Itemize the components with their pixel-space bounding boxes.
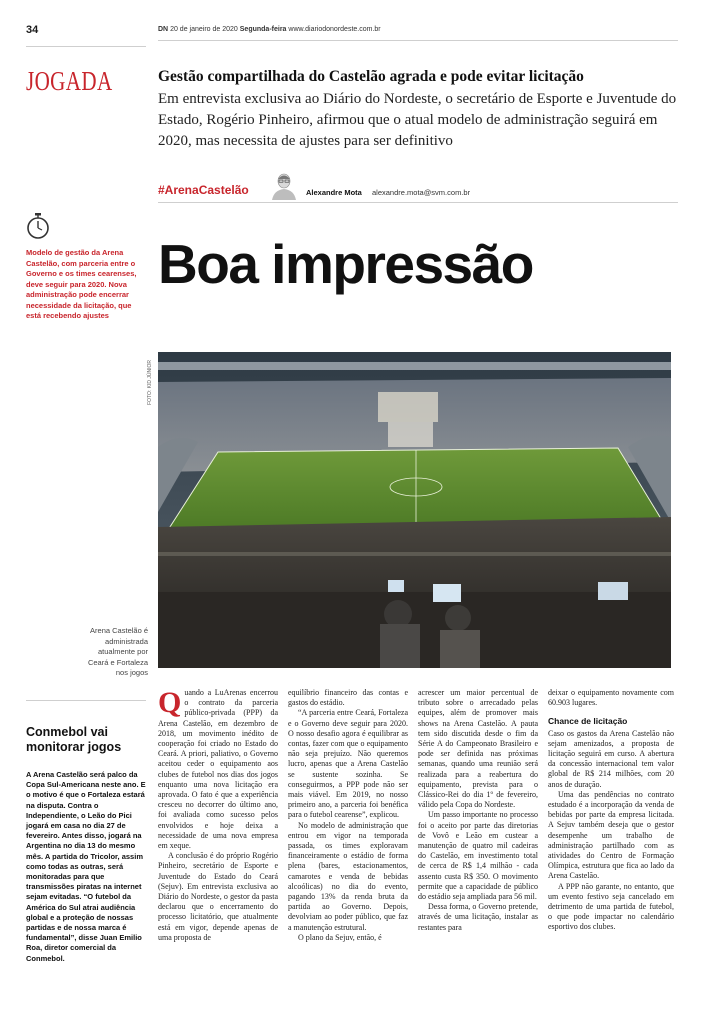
kicker-deck: Em entrevista exclusiva ao Diário do Nordeste, o secretário de Esporte e Juventude do Estado, Rogério Pinheiro, afirmou que o atual modelo de administração seguirá em 2020, mas necessita de ajustes para ser definitivo	[158, 91, 677, 149]
paragraph: Uma das pendências no contrato estudado é a incorporação da venda de bebidas por parte da empresa licitada. A Sejuv também deseja que o gestor desempenhe um trabalho de administração partilhado com as atividades do Centro de Formação Olímpica, estrutura que fica ao lado da Arena Castelão.	[548, 789, 674, 881]
hashtag[interactable]: #ArenaCastelão	[158, 183, 249, 197]
stadium-photo	[158, 352, 671, 668]
page-number: 34	[26, 24, 39, 36]
folio-brand: DN	[158, 26, 169, 33]
folio-day: Segunda-feira	[239, 26, 287, 33]
author-name: Alexandre Mota	[306, 188, 362, 197]
sidebar-text: A Arena Castelão será palco da Copa Sul-Americana neste ano. E o motivo é que o Fortaleza estará na disputa. Contra o Independiente, o Leão do Pici jogará em casa no dia 27 de fevereiro. Antes disso, jogará na Argentina no dia 13 do mesmo mês. A partida do Tricolor, assim como todas as outras, será monitoradas para que transmissões piratas na internet sejam evitadas. “O futebol da América do Sul atrai audiência global e a proteção de nossas partidas e de nossa marca é fundamental”, disse Juan Emilio Roa, diretor comercial da Conmebol.	[26, 770, 146, 963]
sidebar-divider	[26, 700, 146, 701]
paragraph: O plano da Sejuv, então, é	[298, 932, 382, 942]
author-portrait	[270, 170, 298, 200]
article-summary: Modelo de gestão da Arena Castelão, com parceria entre o Governo e os times cearenses, deve seguir para 2020. Nova administração pode encerrar necessidade da licitação, que está recebendo ajustes	[26, 248, 137, 320]
top-divider-left	[26, 46, 146, 47]
paragraph: deixar o equipamento novamente com 60.903 lugares.	[548, 688, 674, 708]
paragraph: A conclusão é do próprio Rogério Pinheiro, secretário de Esporte e Juventude do Estado do Ceará (Sejuv). Em entrevista exclusiva ao Diário do Nordeste, o gestor da pasta declarou que o encerramento do processo licitatório, que atualmente está em vigor, depende apenas de uma proposta de	[158, 851, 278, 942]
photo-credit: FOTO: KID JÚNIOR	[147, 360, 153, 405]
sidebar-title: Conmebol vai monitorar jogos	[26, 725, 122, 754]
paragraph: acrescer um maior percentual de tributo sobre o arrecadado pelas equipes, além de promover mais shows na Arena Castelão. A pauta tem sido discutida desde o fim da Série A do Campeonato Brasileiro e pode ser definida nas próximas semanas, quando uma reunião será realizada para a reabertura do equipamento, prevista para o Clássico-Rei do dia 1º de fevereiro, válido pela Copa do Nordeste.	[418, 688, 538, 810]
article-column-1	[158, 688, 278, 943]
paragraph: uando a LuArenas encerrou o contrato da parceria público-privada (PPP) da Arena Castelão, em dezembro de 2018, um movimento inédito de cooperação foi criado no Estado do Ceará. A priori, paliativo, o Governo aceitou ceder o equipamento aos clubes de futebol nos dias dos jogos enquanto uma nova licitação era aprovada. O fato é que a experiência cresceu no decorrer do último ano, foi avaliada como sucesso pelos envolvidos e hoje deixa a necessidade de uma nova empresa em xeque.	[158, 688, 278, 851]
dropcap: Q	[158, 686, 182, 719]
paragraph: Um passo importante no processo foi o aceito por parte das diretorias de Vovô e Leão em custear a manutenção de quatro mil cadeiras do Castelão, em investimento total de cerca de R$ 1,4 milhão - cada assento custa R$ 350. O movimento permite que a capacidade de público do estádio seja ampliada para 56 mil.	[418, 810, 538, 902]
folio-date: 20 de janeiro de 2020	[170, 26, 238, 33]
byline-divider	[158, 202, 678, 203]
article-column-3	[418, 688, 538, 933]
photo-caption: Arena Castelão é administrada atualmente por Ceará e Fortaleza nos jogos	[87, 626, 148, 677]
paragraph: No modelo de administração que entrou em vigor na temporada passada, os times exploravam financeiramente o estádio de forma plena (bares, estacionamentos, camarotes e venda de bebidas alcoólicas) no dia do evento, pagando 13% da renda bruta da partida ao Governo. Depois, devolviam ao poder público, que faz a manutenção estrutural.	[288, 820, 408, 932]
author-email[interactable]: alexandre.mota@svm.com.br	[372, 188, 471, 197]
folio-site[interactable]: www.diariodonordeste.com.br	[288, 26, 381, 33]
paragraph: “A parceria entre Ceará, Fortaleza e o Governo deve seguir para 2020. O nosso desafio agora é equilibrar as contas, fazer com que o equipamento não seja prejuízo. Não queremos lucro, apenas que a Arena Castelão se sustente sozinha. Se conseguirmos, a PPP pode não ser mais viável. Em 2019, no nosso primeiro ano, a parceria foi benéfica para o futebol cearense”, explicou.	[288, 708, 408, 820]
folio-line	[158, 26, 381, 33]
article-column-2	[288, 688, 408, 943]
section-label: JOGADA	[26, 66, 113, 96]
top-divider-right	[158, 40, 678, 41]
paragraph: Caso os gastos da Arena Castelão não sejam amenizados, a proposta de licitação seguirá em curso. A abertura da concessão internacional tem valor global de R$ 214 milhões, com 20 anos de duração.	[548, 728, 674, 789]
article-column-4	[548, 688, 674, 933]
subhead: Chance de licitação	[548, 716, 628, 727]
paragraph: Dessa forma, o Governo pretende, através de uma licitação, instalar as restantes para	[418, 902, 538, 932]
kicker-title: Gestão compartilhada do Castelão agrada e pode evitar licitação	[158, 68, 584, 85]
stopwatch-icon	[26, 212, 50, 240]
paragraph: A PPP não garante, no entanto, que um evento festivo seja cancelado em detrimento de uma partida de futebol, o que pode impactar no calendário esportivo dos clubes.	[548, 881, 674, 932]
headline: Boa impressão	[158, 233, 533, 295]
paragraph: equilíbrio financeiro das contas e gastos do estádio.	[288, 688, 408, 708]
